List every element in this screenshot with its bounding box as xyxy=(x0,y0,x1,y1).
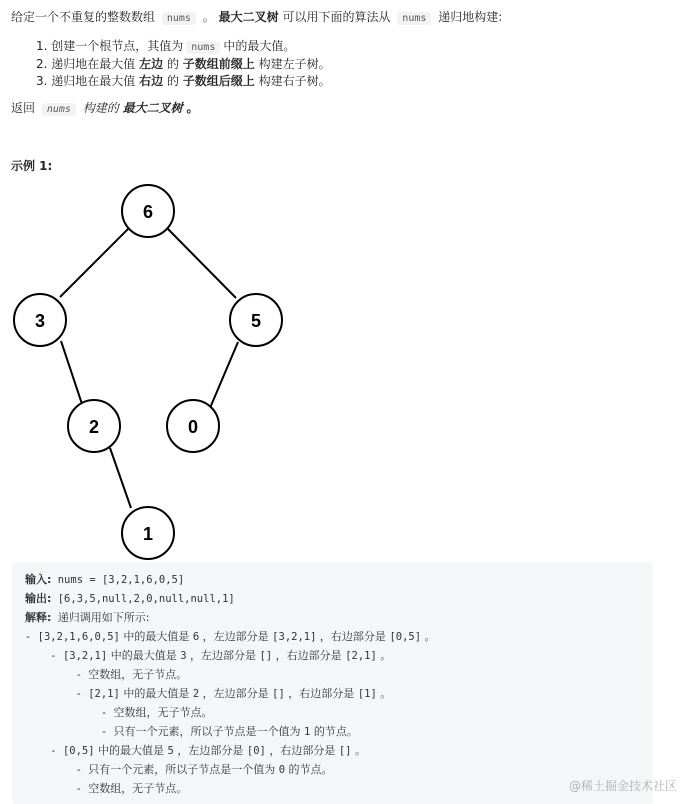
tree-node-root xyxy=(122,185,174,237)
recursion-line xyxy=(25,685,391,703)
binary-tree-diagram xyxy=(0,170,300,565)
output-row xyxy=(25,590,235,608)
node-value: 0 xyxy=(187,417,199,437)
line-part-code2: 1 xyxy=(304,726,311,738)
line-part-code3: [] xyxy=(259,650,273,662)
node-value: 2 xyxy=(88,417,100,437)
output-value: [6,3,5,null,2,0,null,null,1] xyxy=(57,593,235,605)
recursion-line xyxy=(25,761,333,779)
line-part-code4: [2,1] xyxy=(345,650,377,662)
step-text: 中的最大值。 xyxy=(223,39,296,53)
return-text: 构建的 xyxy=(82,101,119,115)
algorithm-steps xyxy=(36,38,331,90)
step-bold: 子数组后缀上 xyxy=(182,74,255,88)
node-value: 5 xyxy=(250,311,262,331)
line-part-code1: [3,2,1,6,0,5] xyxy=(37,631,120,643)
line-part-t1: 只有一个元素，所以子节点是一个值为 xyxy=(88,763,279,776)
line-part-indent: - xyxy=(25,783,89,795)
line-part-code2: 2 xyxy=(192,688,200,700)
edge-3-2 xyxy=(61,341,82,404)
line-part-t3: ，右边部分是 xyxy=(284,687,358,700)
line-part-indent: - xyxy=(25,764,89,776)
line-part-indent: - xyxy=(25,726,114,738)
step-item xyxy=(36,56,331,73)
line-part-indent: - xyxy=(25,669,89,681)
recursion-line xyxy=(25,742,366,760)
intro-suffix: 递归地构建: xyxy=(438,10,503,24)
step-bold: 右边 xyxy=(139,74,164,88)
intro-mid1: 。 xyxy=(202,10,215,24)
line-part-code1: [0,5] xyxy=(62,745,95,757)
edge-6-5 xyxy=(167,228,236,298)
step-text: 3. 递归地在最大值 xyxy=(36,74,136,88)
line-part-t4: 。 xyxy=(376,649,392,662)
tree-node-left-right xyxy=(68,400,120,452)
line-part-code4: [0,5] xyxy=(389,631,422,643)
line-part-code1: [3,2,1] xyxy=(62,650,108,662)
explain-value: 递归调用如下所示: xyxy=(57,611,150,624)
line-part-code4: [1] xyxy=(357,688,377,700)
line-part-t2: ，左边部分是 xyxy=(199,687,273,700)
step-text: 的 xyxy=(166,57,179,71)
line-part-t4: 。 xyxy=(421,630,436,643)
recursion-line xyxy=(25,628,436,646)
step-text: 1. 创建一个根节点，其值为 xyxy=(36,39,184,53)
line-part-t2: 的节点。 xyxy=(285,763,333,776)
edge-6-3 xyxy=(60,228,129,297)
edge-2-1 xyxy=(110,448,131,508)
edge-5-0 xyxy=(210,342,238,408)
line-part-t2: ，左边部分是 xyxy=(173,744,247,757)
step-text: 2. 递归地在最大值 xyxy=(36,57,136,71)
step-text: 构建右子树。 xyxy=(258,74,331,88)
line-part-code3: [0] xyxy=(246,745,266,757)
intro-prefix: 给定一个不重复的整数数组 xyxy=(11,10,156,24)
step-code: nums xyxy=(186,41,220,54)
step-item xyxy=(36,73,331,90)
node-value: 1 xyxy=(142,524,154,544)
line-part-code2: 6 xyxy=(192,631,200,643)
line-part-code2: 5 xyxy=(167,745,174,757)
example-heading: 示例 1: xyxy=(11,159,53,173)
line-part-t3: ，右边部分是 xyxy=(265,744,339,757)
line-part-t1: 空数组，无子节点。 xyxy=(88,668,188,681)
line-part-indent: - xyxy=(25,745,63,757)
return-code: nums xyxy=(42,103,76,116)
line-part-code2: 0 xyxy=(278,764,286,776)
line-part-t1: 只有一个元素，所以子节点是一个值为 xyxy=(113,725,305,738)
input-row xyxy=(25,571,184,589)
line-part-t1: 空数组，无子节点。 xyxy=(88,782,188,795)
step-bold: 子数组前缀上 xyxy=(182,57,255,71)
intro-mid2: 可以用下面的算法从 xyxy=(282,10,391,24)
line-part-t1: 空数组，无子节点。 xyxy=(113,706,213,719)
problem-intro xyxy=(11,8,502,25)
recursion-line xyxy=(25,704,213,722)
return-statement xyxy=(11,99,198,116)
line-part-indent: - xyxy=(25,650,63,662)
line-part-indent: - xyxy=(25,631,38,643)
step-item xyxy=(36,38,331,56)
line-part-t4: 。 xyxy=(351,744,366,757)
node-value: 3 xyxy=(34,311,46,331)
line-part-t1: 中的最大值是 xyxy=(107,649,181,662)
explain-row xyxy=(25,609,149,627)
line-part-t3: ，右边部分是 xyxy=(316,630,390,643)
line-part-indent: - xyxy=(25,688,89,700)
line-part-code3: [] xyxy=(272,688,285,700)
return-bold: 最大二叉树 xyxy=(122,101,183,115)
line-part-t2: ，左边部分是 xyxy=(199,630,273,643)
watermark: @稀土掘金技术社区 xyxy=(568,779,677,793)
recursion-line xyxy=(25,723,358,741)
step-text: 的 xyxy=(166,74,179,88)
line-part-code1: [2,1] xyxy=(88,688,120,700)
nums-code: nums xyxy=(162,12,196,25)
tree-edges xyxy=(60,228,238,508)
line-part-code4: [] xyxy=(338,745,352,757)
input-label: 输入: xyxy=(25,573,52,586)
return-text: 返回 xyxy=(11,101,36,115)
tree-node-right xyxy=(230,294,282,346)
recursion-line xyxy=(25,666,187,684)
node-value: 6 xyxy=(142,202,154,222)
line-part-t3: ，右边部分是 xyxy=(272,649,346,662)
step-text: 构建左子树。 xyxy=(258,57,331,71)
line-part-t2: 的节点。 xyxy=(310,725,358,738)
line-part-t4: 。 xyxy=(376,687,392,700)
tree-node-left xyxy=(14,294,66,346)
tree-node-right-left xyxy=(167,400,219,452)
input-value: nums = [3,2,1,6,0,5] xyxy=(57,574,185,586)
example-explanation-block xyxy=(12,562,653,804)
output-label: 输出: xyxy=(25,592,52,605)
return-text: 。 xyxy=(186,101,199,115)
line-part-t1: 中的最大值是 xyxy=(94,744,168,757)
line-part-t1: 中的最大值是 xyxy=(119,630,193,643)
line-part-t1: 中的最大值是 xyxy=(119,687,193,700)
line-part-t2: ，左边部分是 xyxy=(186,649,260,662)
intro-bold: 最大二叉树 xyxy=(218,10,279,24)
line-part-code3: [3,2,1] xyxy=(272,631,317,643)
explain-label: 解释: xyxy=(25,611,52,624)
recursion-line xyxy=(25,647,391,665)
nums-code-2: nums xyxy=(397,12,431,25)
step-bold: 左边 xyxy=(139,57,164,71)
tree-node-left-right-right xyxy=(122,507,174,559)
line-part-indent: - xyxy=(25,707,114,719)
line-part-code2: 3 xyxy=(180,650,187,662)
recursion-line xyxy=(25,780,187,798)
